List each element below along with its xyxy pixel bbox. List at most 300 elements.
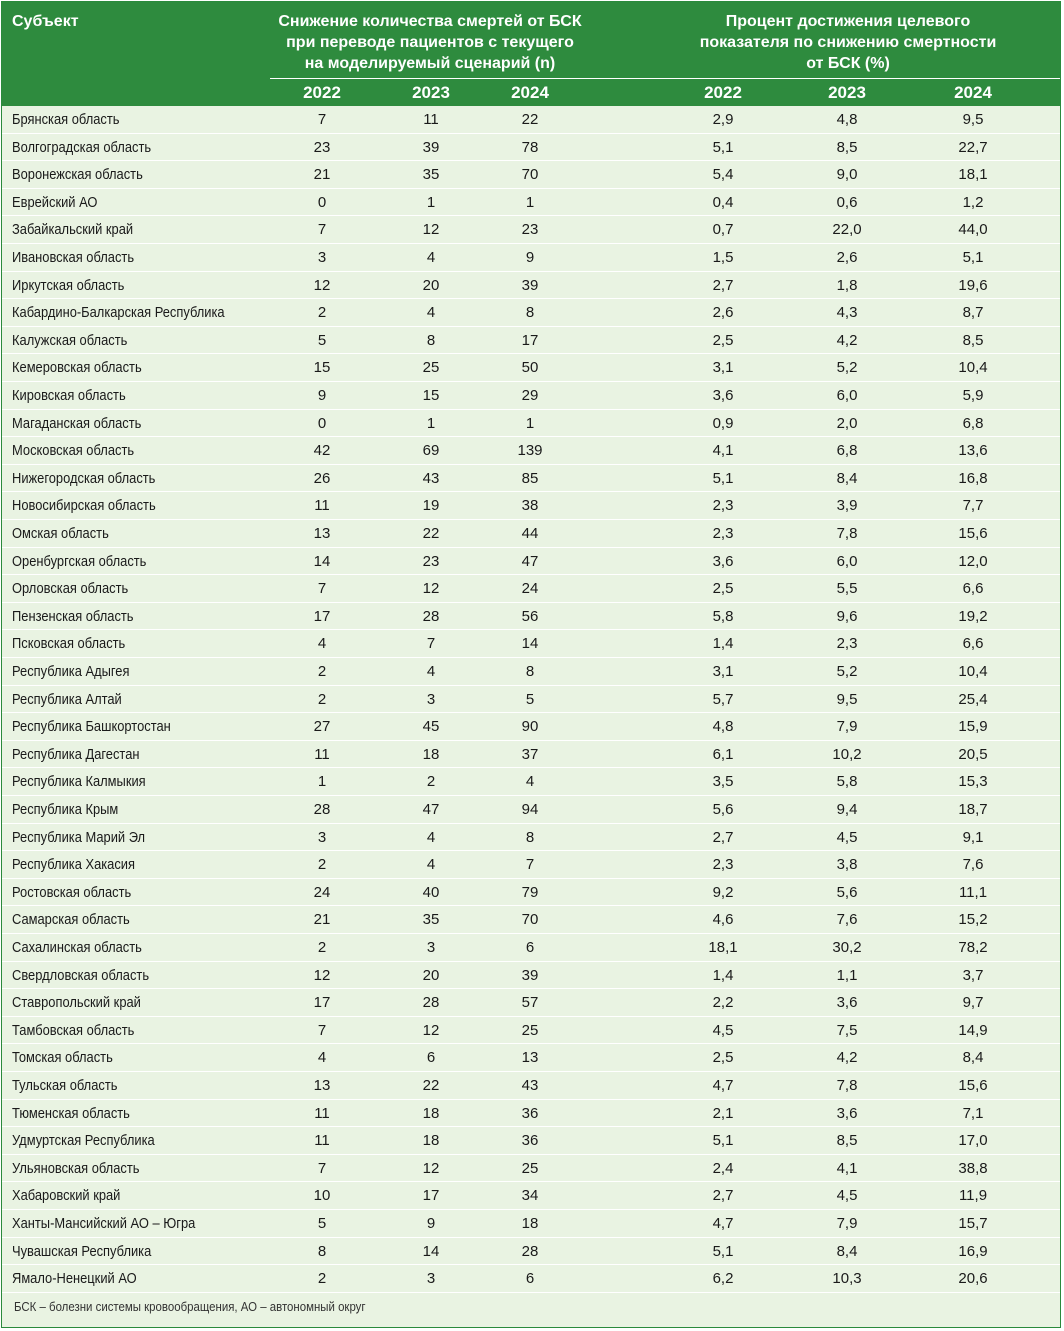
- subject-cell: Республика Крым: [12, 801, 119, 818]
- value-cell: 2,7: [712, 1187, 734, 1205]
- value-cell: 6,1: [712, 745, 734, 763]
- value-cell: 2,6: [836, 249, 858, 266]
- value-cell: 18: [422, 745, 440, 763]
- value-cell: 18,1: [958, 166, 988, 184]
- value-cell: 2,3: [712, 525, 734, 542]
- value-cell: 18: [422, 1132, 440, 1150]
- value-cell: 42: [313, 442, 331, 460]
- value-cell: 79: [521, 883, 539, 901]
- table-header: [2, 2, 1060, 106]
- value-cell: 8,7: [962, 304, 984, 322]
- table-row: [2, 962, 1060, 990]
- value-cell: 1,4: [712, 966, 734, 984]
- value-cell: 9,5: [962, 111, 984, 128]
- table-row: [2, 824, 1060, 852]
- value-cell: 8: [426, 331, 436, 349]
- value-cell: 2,3: [712, 497, 734, 515]
- value-cell: 94: [521, 801, 539, 818]
- value-cell: 11,9: [958, 1187, 988, 1205]
- value-cell: 3,1: [712, 359, 734, 377]
- table-row: [2, 465, 1060, 493]
- subject-cell: Кировская область: [12, 387, 126, 404]
- value-cell: 14: [313, 552, 331, 570]
- value-cell: 23: [521, 221, 539, 239]
- year-header: 2024: [954, 83, 992, 102]
- subject-cell: Новосибирская область: [12, 497, 156, 515]
- value-cell: 8,4: [836, 1242, 858, 1260]
- value-cell: 47: [422, 801, 440, 818]
- subject-cell: Сахалинская область: [12, 939, 142, 956]
- value-cell: 25,4: [958, 690, 988, 708]
- value-cell: 21: [313, 911, 331, 929]
- value-cell: 6,0: [836, 387, 858, 404]
- value-cell: 7: [525, 856, 535, 874]
- value-cell: 25: [521, 1159, 539, 1177]
- value-cell: 4,8: [712, 718, 734, 736]
- deaths-reduction-group-header: [270, 11, 590, 74]
- value-cell: 12,0: [958, 552, 988, 570]
- table-row: [2, 1100, 1060, 1128]
- value-cell: 22: [422, 525, 440, 542]
- value-cell: 43: [521, 1077, 539, 1094]
- value-cell: 3: [426, 939, 436, 956]
- value-cell: 11: [423, 111, 439, 128]
- value-cell: 7,6: [962, 856, 984, 874]
- value-cell: 15: [313, 359, 331, 377]
- value-cell: 8: [317, 1242, 327, 1260]
- value-cell: 17,0: [958, 1132, 988, 1150]
- value-cell: 6,6: [962, 635, 984, 653]
- subject-cell: Ульяновская область: [12, 1159, 140, 1177]
- subject-cell: Брянская область: [12, 111, 120, 128]
- value-cell: 35: [422, 166, 440, 184]
- value-cell: 10,4: [958, 359, 988, 377]
- value-cell: 10,2: [832, 745, 862, 763]
- value-cell: 8: [525, 663, 535, 680]
- table-row: [2, 520, 1060, 548]
- subject-cell: Нижегородская область: [12, 469, 156, 487]
- table-row: [2, 741, 1060, 769]
- subject-cell: Чувашская Республика: [12, 1242, 152, 1260]
- value-cell: 6,6: [962, 580, 984, 598]
- value-cell: 2: [317, 1270, 327, 1288]
- value-cell: 3: [426, 690, 436, 708]
- value-cell: 2: [426, 773, 436, 791]
- value-cell: 39: [521, 276, 539, 294]
- value-cell: 28: [521, 1242, 539, 1260]
- value-cell: 6,2: [712, 1270, 734, 1288]
- value-cell: 7,9: [836, 1215, 858, 1232]
- value-cell: 2: [317, 304, 327, 322]
- value-cell: 3,1: [712, 663, 734, 680]
- value-cell: 1: [426, 193, 436, 211]
- subject-cell: Ростовская область: [12, 883, 132, 901]
- value-cell: 9,2: [712, 883, 734, 901]
- value-cell: 7,6: [836, 911, 858, 929]
- value-cell: 15,2: [958, 911, 988, 929]
- value-cell: 28: [313, 801, 331, 818]
- table-row: [2, 658, 1060, 686]
- subject-cell: Тюменская область: [12, 1104, 130, 1122]
- value-cell: 2: [317, 690, 327, 708]
- value-cell: 3,9: [836, 497, 858, 515]
- value-cell: 13: [313, 525, 331, 542]
- value-cell: 17: [313, 607, 331, 625]
- value-cell: 19: [422, 497, 440, 515]
- table-row: [2, 1265, 1060, 1293]
- table-row: [2, 713, 1060, 741]
- table-row: [2, 106, 1060, 134]
- value-cell: 30,2: [832, 939, 862, 956]
- value-cell: 6,8: [962, 414, 984, 432]
- value-cell: 15,7: [958, 1215, 988, 1232]
- table-row: [2, 989, 1060, 1017]
- value-cell: 25: [521, 1021, 539, 1039]
- table-row: [2, 382, 1060, 410]
- subject-cell: Ивановская область: [12, 249, 135, 266]
- value-cell: 2,0: [836, 414, 858, 432]
- group2-line: Процент достижения целевого: [725, 13, 971, 30]
- value-cell: 18,1: [708, 939, 738, 956]
- value-cell: 5: [317, 331, 327, 349]
- table-row: [2, 630, 1060, 658]
- subject-cell: Республика Калмыкия: [12, 773, 146, 791]
- value-cell: 2: [317, 663, 327, 680]
- value-cell: 11: [314, 1132, 330, 1150]
- value-cell: 19,6: [958, 276, 988, 294]
- value-cell: 0,7: [712, 221, 734, 239]
- value-cell: 1,4: [712, 635, 734, 653]
- value-cell: 22: [422, 1077, 440, 1094]
- table-row: [2, 1155, 1060, 1183]
- value-cell: 0: [317, 414, 327, 432]
- value-cell: 9,6: [836, 607, 858, 625]
- value-cell: 19,2: [958, 607, 988, 625]
- group1-line: на моделируемый сценарий (n): [304, 55, 556, 72]
- value-cell: 7,8: [836, 1077, 858, 1094]
- value-cell: 11: [314, 745, 330, 763]
- value-cell: 3,6: [712, 387, 734, 404]
- value-cell: 5: [317, 1215, 327, 1232]
- table-row: [2, 906, 1060, 934]
- table-row: [2, 299, 1060, 327]
- year-header: 2022: [303, 83, 341, 102]
- value-cell: 4,1: [836, 1159, 858, 1177]
- value-cell: 17: [313, 994, 331, 1012]
- subject-cell: Еврейский АО: [12, 193, 98, 211]
- value-cell: 16,9: [958, 1242, 988, 1260]
- value-cell: 3: [426, 1270, 436, 1288]
- subject-cell: Орловская область: [12, 580, 129, 598]
- value-cell: 85: [521, 469, 539, 487]
- subject-column-header: Субъект: [12, 13, 79, 30]
- value-cell: 5,6: [836, 883, 858, 901]
- value-cell: 12: [422, 580, 440, 598]
- value-cell: 2,3: [836, 635, 858, 653]
- value-cell: 11: [314, 1104, 330, 1122]
- value-cell: 139: [517, 442, 543, 460]
- value-cell: 4,5: [836, 828, 858, 846]
- value-cell: 78,2: [958, 939, 988, 956]
- value-cell: 25: [422, 359, 440, 377]
- value-cell: 10,3: [832, 1270, 862, 1288]
- value-cell: 4,8: [836, 111, 858, 128]
- value-cell: 4,3: [836, 304, 858, 322]
- value-cell: 2,7: [712, 276, 734, 294]
- value-cell: 18: [422, 1104, 440, 1122]
- value-cell: 17: [422, 1187, 440, 1205]
- table-row: [2, 161, 1060, 189]
- value-cell: 12: [422, 1021, 440, 1039]
- value-cell: 5,1: [712, 1242, 734, 1260]
- value-cell: 12: [422, 1159, 440, 1177]
- data-table: [1, 1, 1061, 1328]
- value-cell: 5,1: [962, 249, 984, 266]
- value-cell: 9,4: [836, 801, 858, 818]
- value-cell: 11: [314, 497, 330, 515]
- value-cell: 5,8: [712, 607, 734, 625]
- value-cell: 1,1: [836, 966, 858, 984]
- subject-cell: Самарская область: [12, 911, 130, 929]
- subject-cell: Забайкальский край: [12, 221, 134, 239]
- value-cell: 14: [521, 635, 539, 653]
- value-cell: 5,4: [712, 166, 734, 184]
- table-row: [2, 437, 1060, 465]
- year-header: 2023: [828, 83, 866, 102]
- value-cell: 4: [426, 304, 436, 322]
- value-cell: 7: [317, 111, 327, 128]
- value-cell: 4: [317, 635, 327, 653]
- value-cell: 38: [521, 497, 539, 515]
- subject-cell: Воронежская область: [12, 166, 143, 184]
- subject-cell: Псковская область: [12, 635, 126, 653]
- table-row: [2, 1017, 1060, 1045]
- subject-cell: Иркутская область: [12, 276, 125, 294]
- value-cell: 1: [426, 414, 436, 432]
- subject-cell: Республика Алтай: [12, 690, 122, 708]
- value-cell: 1: [525, 414, 535, 432]
- value-cell: 4,7: [712, 1077, 734, 1094]
- value-cell: 44: [521, 525, 539, 542]
- value-cell: 37: [521, 745, 539, 763]
- value-cell: 15,3: [958, 773, 988, 791]
- value-cell: 2,5: [712, 580, 734, 598]
- value-cell: 7,7: [962, 497, 984, 515]
- value-cell: 6,0: [836, 552, 858, 570]
- value-cell: 13: [521, 1049, 539, 1067]
- value-cell: 34: [521, 1187, 539, 1205]
- value-cell: 4: [426, 828, 436, 846]
- table-row: [2, 1044, 1060, 1072]
- value-cell: 4: [426, 249, 436, 266]
- value-cell: 16,8: [958, 469, 988, 487]
- subject-cell: Республика Марий Эл: [12, 828, 146, 846]
- value-cell: 4,6: [712, 911, 734, 929]
- value-cell: 9: [317, 387, 327, 404]
- table-row: [2, 492, 1060, 520]
- value-cell: 6: [525, 939, 535, 956]
- value-cell: 18,7: [958, 801, 988, 818]
- table-row: [2, 1238, 1060, 1266]
- table-row: [2, 575, 1060, 603]
- table-row: [2, 327, 1060, 355]
- subject-cell: Тульская область: [12, 1077, 118, 1094]
- value-cell: 39: [521, 966, 539, 984]
- table-row: [2, 686, 1060, 714]
- table-row: [2, 603, 1060, 631]
- value-cell: 4,7: [712, 1215, 734, 1232]
- value-cell: 4,1: [712, 442, 734, 460]
- value-cell: 26: [313, 469, 331, 487]
- value-cell: 28: [422, 994, 440, 1012]
- value-cell: 5,8: [836, 773, 858, 791]
- group2-line: показателя по снижению смертности: [699, 34, 997, 51]
- value-cell: 3,7: [962, 966, 984, 984]
- value-cell: 44,0: [958, 221, 988, 239]
- value-cell: 69: [422, 442, 440, 460]
- value-cell: 3,8: [836, 856, 858, 874]
- value-cell: 22: [521, 111, 539, 128]
- value-cell: 3,5: [712, 773, 734, 791]
- value-cell: 21: [313, 166, 331, 184]
- value-cell: 9,1: [962, 828, 984, 846]
- value-cell: 5,6: [712, 801, 734, 818]
- value-cell: 7,1: [962, 1104, 984, 1122]
- value-cell: 2,3: [712, 856, 734, 874]
- value-cell: 20: [422, 966, 440, 984]
- value-cell: 5,1: [712, 469, 734, 487]
- value-cell: 12: [313, 966, 331, 984]
- year-header: 2024: [511, 83, 549, 102]
- value-cell: 15: [422, 387, 440, 404]
- value-cell: 9,5: [836, 690, 858, 708]
- table-row: [2, 244, 1060, 272]
- value-cell: 3: [317, 249, 327, 266]
- subject-cell: Республика Адыгея: [12, 663, 130, 680]
- value-cell: 2,5: [712, 1049, 734, 1067]
- value-cell: 20,6: [958, 1270, 988, 1288]
- value-cell: 2,7: [712, 828, 734, 846]
- subject-cell: Ямало-Ненецкий АО: [12, 1270, 137, 1288]
- subject-cell: Тамбовская область: [12, 1021, 135, 1039]
- value-cell: 28: [422, 607, 440, 625]
- value-cell: 35: [422, 911, 440, 929]
- value-cell: 2: [317, 856, 327, 874]
- value-cell: 20,5: [958, 745, 988, 763]
- value-cell: 78: [521, 138, 539, 156]
- year-header: 2022: [704, 83, 742, 102]
- value-cell: 50: [521, 359, 539, 377]
- value-cell: 1: [317, 773, 327, 791]
- value-cell: 5,1: [712, 1132, 734, 1150]
- value-cell: 3: [317, 828, 327, 846]
- value-cell: 12: [422, 221, 440, 239]
- table-row: [2, 134, 1060, 162]
- value-cell: 8,4: [962, 1049, 984, 1067]
- table-row: [2, 189, 1060, 217]
- value-cell: 8: [525, 304, 535, 322]
- value-cell: 4: [317, 1049, 327, 1067]
- value-cell: 5,5: [836, 580, 858, 598]
- value-cell: 17: [521, 331, 539, 349]
- value-cell: 8,5: [836, 1132, 858, 1150]
- subject-cell: Магаданская область: [12, 414, 142, 432]
- value-cell: 13: [313, 1077, 331, 1094]
- table-row: [2, 934, 1060, 962]
- value-cell: 57: [521, 994, 539, 1012]
- subject-cell: Удмуртская Республика: [12, 1132, 155, 1150]
- table-row: [2, 354, 1060, 382]
- value-cell: 2,5: [712, 331, 734, 349]
- value-cell: 20: [422, 276, 440, 294]
- value-cell: 36: [521, 1104, 539, 1122]
- value-cell: 29: [521, 387, 539, 404]
- value-cell: 4,2: [836, 331, 858, 349]
- table-row: [2, 1182, 1060, 1210]
- subject-cell: Ставропольский край: [12, 994, 141, 1012]
- value-cell: 8,5: [836, 138, 858, 156]
- value-cell: 9,7: [962, 994, 984, 1012]
- table-row: [2, 410, 1060, 438]
- value-cell: 15,9: [958, 718, 988, 736]
- value-cell: 4: [426, 856, 436, 874]
- value-cell: 10,4: [958, 663, 988, 680]
- value-cell: 4: [426, 663, 436, 680]
- subject-cell: Кемеровская область: [12, 359, 142, 377]
- value-cell: 5,2: [836, 359, 858, 377]
- value-cell: 5,7: [712, 690, 734, 708]
- subject-cell: Калужская область: [12, 331, 128, 349]
- value-cell: 4,5: [836, 1187, 858, 1205]
- value-cell: 3,6: [836, 994, 858, 1012]
- subject-cell: Хабаровский край: [12, 1187, 121, 1205]
- value-cell: 9: [426, 1215, 436, 1232]
- value-cell: 6: [426, 1049, 436, 1067]
- value-cell: 14: [422, 1242, 440, 1260]
- value-cell: 0,6: [836, 193, 858, 211]
- value-cell: 12: [313, 276, 331, 294]
- value-cell: 4,5: [712, 1021, 734, 1039]
- value-cell: 1,2: [962, 193, 984, 211]
- table-row: [2, 796, 1060, 824]
- value-cell: 8,5: [962, 331, 984, 349]
- value-cell: 3,6: [712, 552, 734, 570]
- value-cell: 1: [525, 193, 535, 211]
- subject-cell: Пензенская область: [12, 607, 134, 625]
- value-cell: 2,1: [712, 1104, 734, 1122]
- value-cell: 40: [422, 883, 440, 901]
- group2-line: от БСК (%): [806, 55, 890, 72]
- value-cell: 5,9: [962, 387, 984, 404]
- value-cell: 10: [313, 1187, 331, 1205]
- year-header: 2023: [412, 83, 450, 102]
- subject-cell: Томская область: [12, 1049, 113, 1067]
- value-cell: 4,2: [836, 1049, 858, 1067]
- group1-line: Снижение количества смертей от БСК: [278, 13, 582, 30]
- subject-cell: Омская область: [12, 525, 109, 542]
- value-cell: 7,5: [836, 1021, 858, 1039]
- value-cell: 8,4: [836, 469, 858, 487]
- value-cell: 3,6: [836, 1104, 858, 1122]
- value-cell: 2: [317, 939, 327, 956]
- value-cell: 70: [521, 911, 539, 929]
- value-cell: 1,5: [712, 249, 734, 266]
- value-cell: 7,9: [836, 718, 858, 736]
- value-cell: 6,8: [836, 442, 858, 460]
- table-row: [2, 851, 1060, 879]
- value-cell: 2,6: [712, 304, 734, 322]
- table-row: [2, 272, 1060, 300]
